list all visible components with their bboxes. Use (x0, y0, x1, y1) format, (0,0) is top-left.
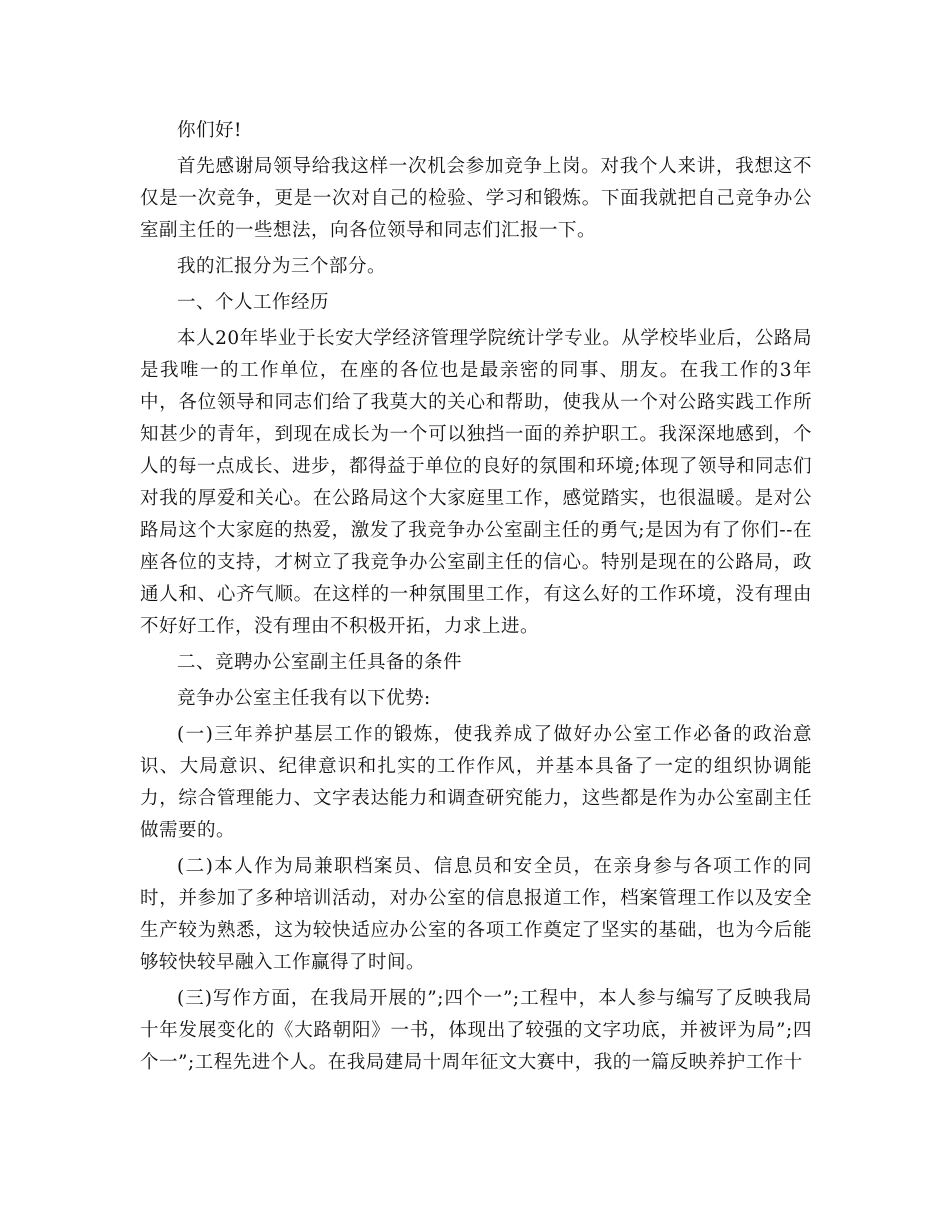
greeting: 你们好! (177, 120, 242, 141)
document-page (140, 115, 812, 1079)
paragraph-advantage-1: (一)三年养护基层工作的锻炼，使我养成了做好办公室工作必备的政治意识、大局意识、纪律意识和扎实的工作作风，并基本具备了一定的组织协调能力，综合管理能力、文字表达能力和调查研究能力，这些都是作为办公室副主任做需要的。 (140, 724, 812, 841)
paragraph-advantages-intro: 竞争办公室主任我有以下优势: (177, 688, 431, 709)
paragraph-outline: 我的汇报分为三个部分。 (177, 256, 387, 277)
paragraph-advantage-2: (二)本人作为局兼职档案员、信息员和安全员，在亲身参与各项工作的同时，并参加了多种培训活动，对办公室的信息报道工作，档案管理工作以及安全生产较为熟悉，这为较快适应办公室的各项工作奠定了坚实的基础，也为今后能够较快较早融入工作赢得了时间。 (140, 856, 812, 973)
paragraph-work-experience: 本人20年毕业于长安大学经济管理学院统计学专业。从学校毕业后，公路局是我唯一的工作单位，在座的各位也是最亲密的同事、朋友。在我工作的3年中，各位领导和同志们给了我莫大的关心和帮助，使我从一个对公路实践工作所知甚少的青年，到现在成长为一个可以独挡一面的养护职工。我深深地感到，个人的每一点成长、进步，都得益于单位的良好的氛围和环境;体现了领导和同志们对我的厚爱和关心。在公路局这个大家庭里工作，感觉踏实，也很温暖。是对公路局这个大家庭的热爱，激发了我竞争办公室副主任的勇气;是因为有了你们--在座各位的支持，才树立了我竞争办公室副主任的信心。特别是现在的公路局，政通人和、心齐气顺。在这样的一种氛围里工作，有这么好的工作环境，没有理由不好好工作，没有理由不积极开拓，力求上进。 (140, 328, 812, 637)
section-heading-1: 一、个人工作经历 (177, 292, 330, 313)
paragraph-intro: 首先感谢局领导给我这样一次机会参加竞争上岗。对我个人来讲，我想这不仅是一次竞争，更是一次对自己的检验、学习和锻炼。下面我就把自己竞争办公室副主任的一些想法，向各位领导和同志们汇报一下。 (140, 156, 812, 241)
section-heading-2: 二、竞聘办公室副主任具备的条件 (177, 652, 463, 673)
paragraph-advantage-3: (三)写作方面，在我局开展的”;四个一”;工程中，本人参与编写了反映我局十年发展变化的《大路朝阳》一书，体现出了较强的文字功底，并被评为局”;四个一”;工程先进个人。在我局建局十周年征文大赛中，我的一篇反映养护工作十 (140, 988, 812, 1073)
